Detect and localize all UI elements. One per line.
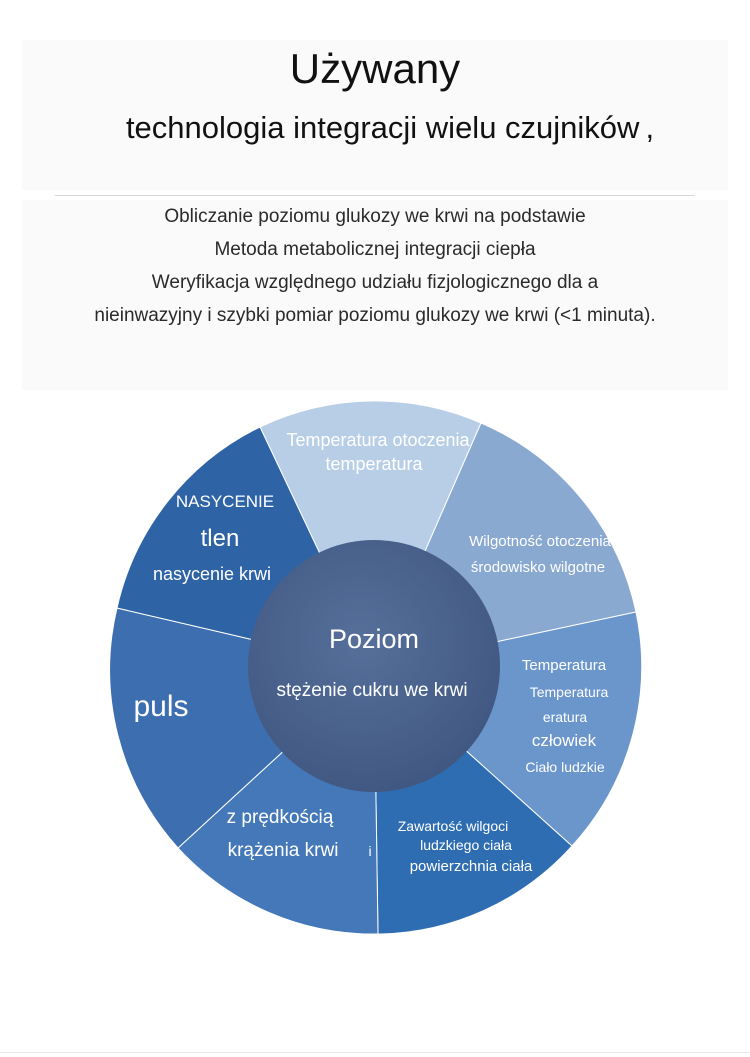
bottom-border xyxy=(0,1052,750,1053)
page-subtitle-comma: , xyxy=(645,110,655,145)
ambient-humidity-label-2: środowisko wilgotne xyxy=(470,559,606,576)
blood-flow-stray-mark: i xyxy=(368,843,372,859)
skin-moisture-label-1: Zawartość wilgoci xyxy=(397,818,509,834)
body-temp-label-2: Temperatura xyxy=(529,684,609,700)
oxygen-label-2: tlen xyxy=(200,525,240,552)
body-temp-label-3: eratura xyxy=(542,709,588,725)
skin-moisture-label-3: powierzchnia ciała xyxy=(409,858,533,875)
ambient-temp-label-2: temperatura xyxy=(325,454,423,474)
ambient-temp-label-1: Temperatura otoczenia xyxy=(286,430,470,450)
page-subtitle-text: technologia integracji wielu czujników xyxy=(125,110,640,145)
blood-flow-label-2: krążenia krwi xyxy=(227,840,339,861)
page-title: Używany xyxy=(289,45,461,92)
skin-moisture-label-2: ludzkiego ciała xyxy=(420,837,512,853)
ambient-humidity-label-1: Wilgotność otoczenia xyxy=(469,533,611,550)
oxygen-label-3: nasycenie krwi xyxy=(152,564,272,584)
oxygen-label-1: NASYCENIE xyxy=(175,492,275,511)
body-temp-label-4: człowiek xyxy=(531,731,597,750)
body-temp-label-1: Temperatura xyxy=(521,657,607,674)
center-circle xyxy=(248,540,500,792)
center-label-1: Poziom xyxy=(328,624,420,654)
center-label-2: stężenie cukru we krwi xyxy=(276,680,468,701)
blood-flow-label-1: z prędkością xyxy=(226,807,334,828)
pulse-label: puls xyxy=(133,690,189,723)
description-line-1: Obliczanie poziomu glukozy we krwi na podstawie xyxy=(164,206,586,227)
description-line-3: Weryfikacja względnego udziału fizjologicznego dla a xyxy=(151,272,599,293)
body-temp-label-5: Ciało ludzkie xyxy=(525,759,605,775)
description-line-4: nieinwazyjny i szybki pomiar poziomu glukozy we krwi (<1 minuta). xyxy=(94,305,656,326)
description-line-2: Metoda metabolicznej integracji ciepła xyxy=(214,239,536,260)
